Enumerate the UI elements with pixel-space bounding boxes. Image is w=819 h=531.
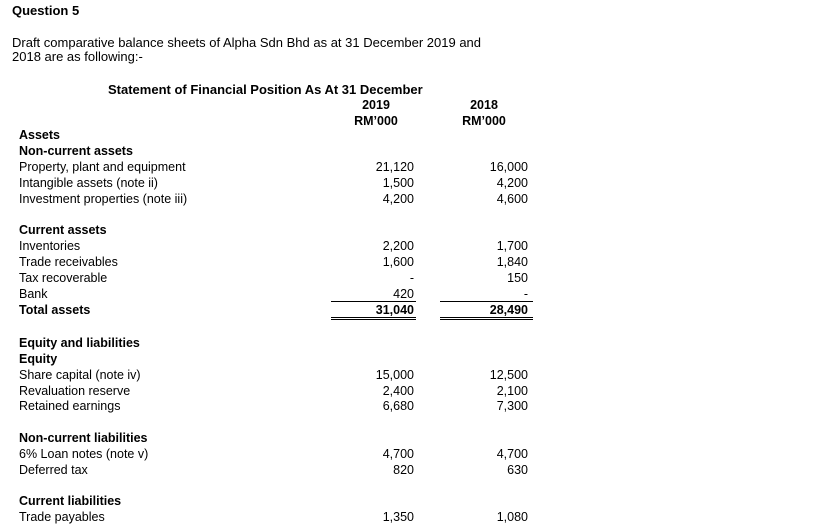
section-current-liabilities: Current liabilities xyxy=(19,494,122,508)
row-value-2019: 820 xyxy=(393,463,414,477)
row-value-2018: 1,700 xyxy=(496,239,528,253)
intro-line-1: Draft comparative balance sheets of Alpha Sdn Bhd as at 31 December 2019 and xyxy=(12,35,482,50)
row-label: Trade payables xyxy=(19,510,105,524)
intro-line-2: 2018 are as following:- xyxy=(12,49,143,64)
question-title: Question 5 xyxy=(12,3,80,18)
row-value-2019: 1,500 xyxy=(382,176,414,190)
section-current-assets: Current assets xyxy=(19,223,107,237)
row-value-2019: 1,600 xyxy=(382,255,414,269)
row-label: 6% Loan notes (note v) xyxy=(19,447,149,461)
total-rule-2019-b xyxy=(331,319,416,320)
row-total-assets: Total assets xyxy=(19,303,91,317)
row-value-2019: 21,120 xyxy=(375,160,414,174)
column-year-2018: 2018 xyxy=(470,98,498,112)
total-rule-2018-a xyxy=(440,317,533,318)
row-value-2018: 4,600 xyxy=(496,192,528,206)
row-value-2018: 2,100 xyxy=(496,384,528,398)
column-unit-2019: RM’000 xyxy=(354,114,398,128)
row-value-2019: 15,000 xyxy=(375,368,414,382)
row-value-2018: 4,200 xyxy=(496,176,528,190)
section-equity: Equity xyxy=(19,352,58,366)
row-value-2018: 1,840 xyxy=(496,255,528,269)
row-label: Retained earnings xyxy=(19,399,121,413)
section-equity-and-liabilities: Equity and liabilities xyxy=(19,336,140,350)
row-label: Tax recoverable xyxy=(19,271,108,285)
column-year-2019: 2019 xyxy=(362,98,390,112)
row-label: Revaluation reserve xyxy=(19,384,131,398)
row-value-2018: 1,080 xyxy=(496,510,528,524)
row-value-2019: 420 xyxy=(393,287,414,301)
total-assets-2019: 31,040 xyxy=(375,303,414,317)
row-value-2019: 2,200 xyxy=(382,239,414,253)
row-label: Intangible assets (note ii) xyxy=(19,176,158,190)
subtotal-rule-2019 xyxy=(331,301,416,302)
statement-title: Statement of Financial Position As At 31 December xyxy=(108,82,423,97)
section-assets: Assets xyxy=(19,128,60,142)
row-value-2018: 16,000 xyxy=(489,160,528,174)
row-value-2018: 150 xyxy=(507,271,528,285)
row-value-2018: 7,300 xyxy=(496,399,528,413)
subtotal-rule-2018 xyxy=(440,301,533,302)
row-value-2018: 630 xyxy=(507,463,528,477)
total-rule-2018-b xyxy=(440,319,533,320)
row-label: Deferred tax xyxy=(19,463,88,477)
column-unit-2018: RM’000 xyxy=(462,114,506,128)
total-assets-2018: 28,490 xyxy=(489,303,528,317)
section-non-current-liabilities: Non-current liabilities xyxy=(19,431,148,445)
row-value-2019: - xyxy=(409,271,414,285)
row-value-2018: - xyxy=(523,287,528,301)
row-value-2019: 6,680 xyxy=(382,399,414,413)
row-label: Property, plant and equipment xyxy=(19,160,186,174)
row-label: Bank xyxy=(19,287,48,301)
row-label: Trade receivables xyxy=(19,255,118,269)
row-value-2018: 12,500 xyxy=(489,368,528,382)
row-value-2019: 2,400 xyxy=(382,384,414,398)
row-label: Share capital (note iv) xyxy=(19,368,141,382)
row-label: Investment properties (note iii) xyxy=(19,192,188,206)
row-value-2019: 4,200 xyxy=(382,192,414,206)
section-non-current-assets: Non-current assets xyxy=(19,144,133,158)
row-value-2019: 1,350 xyxy=(382,510,414,524)
total-rule-2019-a xyxy=(331,317,416,318)
row-label: Inventories xyxy=(19,239,81,253)
row-value-2019: 4,700 xyxy=(382,447,414,461)
row-value-2018: 4,700 xyxy=(496,447,528,461)
